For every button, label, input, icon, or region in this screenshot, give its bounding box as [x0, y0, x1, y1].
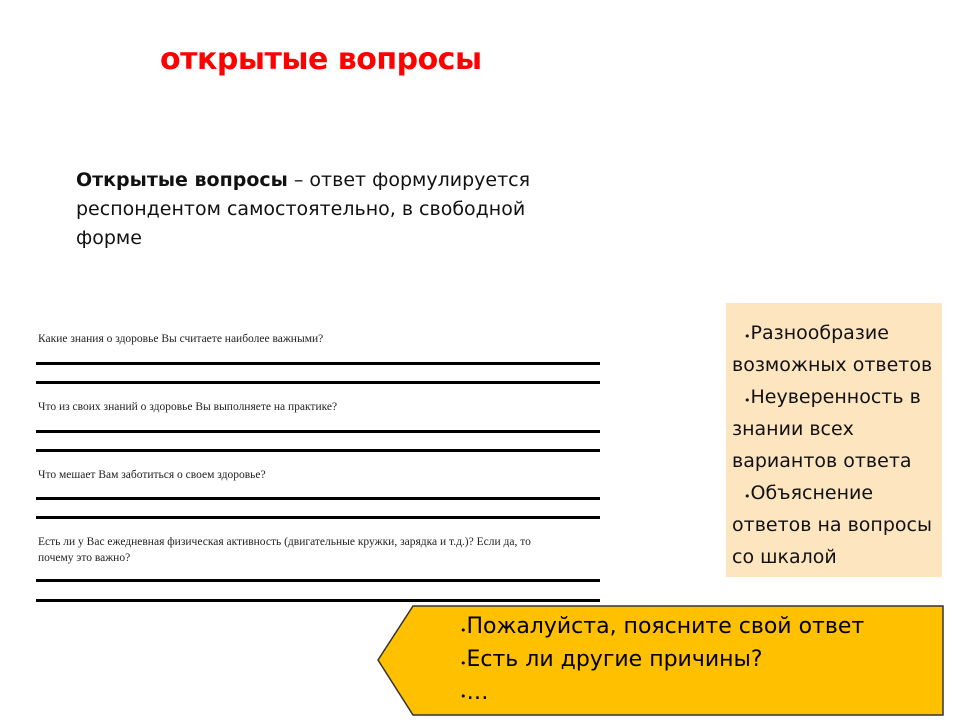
- question-2: Что из своих знаний о здоровье Вы выполняете на практике?: [38, 401, 338, 413]
- arrow-item: •Пожалуйста, поясните свой ответ: [460, 614, 865, 639]
- arrow-item: •…: [460, 680, 489, 705]
- side-item: •Объяснение ответов на вопросы со шкалой: [732, 482, 932, 568]
- question-1: Какие знания о здоровье Вы считаете наиболее важными?: [38, 333, 324, 345]
- definition-text: [76, 166, 536, 253]
- definition-term: Открытые вопросы: [76, 169, 288, 191]
- answer-line: [36, 430, 600, 433]
- arrow-item: •Есть ли другие причины?: [460, 647, 763, 672]
- answer-line: [36, 362, 600, 365]
- answer-line: [36, 449, 600, 452]
- answer-line: [36, 599, 600, 602]
- side-item: •Неуверенность в знании всех вариантов ответа: [732, 386, 921, 472]
- answer-line: [36, 516, 600, 519]
- question-4: Есть ли у Вас ежедневная физическая активность (двигательные кружки, зарядка и т.д.)? Если да, то почему это важно?: [38, 536, 531, 564]
- definition-body: – ответ формулируется респондентом самостоятельно, в свободной форме: [76, 169, 531, 249]
- arrow-callout-text: [460, 610, 864, 709]
- slide-title: открытые вопросы: [160, 42, 482, 77]
- side-item: •Разнообразие возможных ответов: [732, 322, 933, 376]
- answer-line: [36, 579, 600, 582]
- question-3: Что мешает Вам заботиться о своем здоровье?: [38, 469, 266, 481]
- answer-line: [36, 381, 600, 384]
- answer-line: [36, 497, 600, 500]
- side-note-box: [726, 303, 942, 577]
